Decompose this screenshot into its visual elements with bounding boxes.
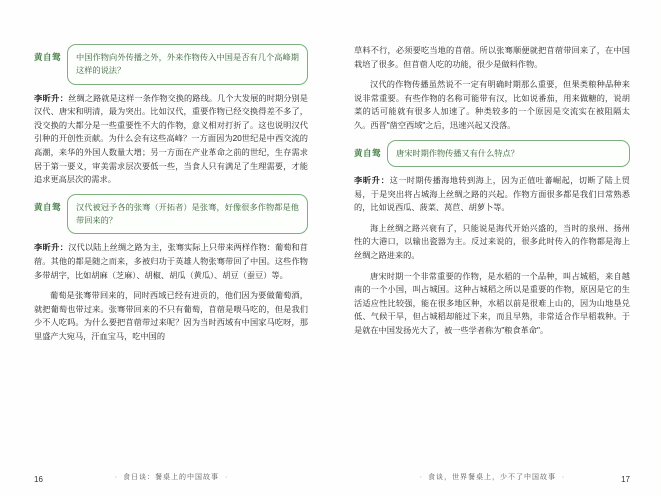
- answer-text: 丝绸之路就是这样一条作物交换的路线。几个大发展的时期分别是汉代、唐宋和明清，最为突出。比如汉代，重要作物已经交换得差不多了，没交换的大都分是一些重要性不大的作物，意义相对打折了。这也说明汉代引种的开创性贡献。为什么会有这些高峰？一方面因为20世纪是中西交流的高潮，来华的外国人数量大增；另一方面在产业革命之前的世纪，生存需求居于第一要义，审美需求层次要低一些，当食人只有满足了生理需要，才能追求更高层次的需求。: [34, 93, 308, 185]
- right-page-column: [354, 44, 630, 449]
- left-page-column: [34, 44, 308, 449]
- footer-title: 食谈，世界餐桌上，少不了中国故事: [428, 474, 556, 481]
- body-paragraph: 唐宋时期一个非常重要的作物，是水稻的一个品种，叫占城稻，来自越南的一个小国，叫占城国。这种占城稻之所以是重要的作物，原因是它的生活适应性比较强，能在很多地区种，水稻以前是很难上山的，因为山地垦兑低、气候干旱，但占城稻却能过下来，而且早熟，非常适合作早稻栽种。于是就在中国发扬光大了，被一些学者称为"粮食革命"。: [354, 271, 630, 336]
- body-paragraph: 草料不行，必须要吃当地的苜蓿。所以张骞顺便就把苜蓿带回来了，在中国栽培了很多。但苜蓿人吃的功能，很少是做料作物。: [354, 46, 630, 69]
- body-paragraph: 海上丝绸之路兴衰有了，只能说是海代开始兴盛的，当时的泉州、扬州性的大港口，以输出瓷器为主。反过来说的，很多此时传入的作物都是海上丝绸之路进来的。: [354, 223, 630, 260]
- answer-text: 这一时期传播海地转到海上，因为正值吐蕃崛起，切断了陆上贸易，于是突出将占城海上丝绸之路的兴起。作物方面很多都是我们日常熟悉的，比如说西瓜、菠菜、莴苣、胡萝卜等。: [354, 175, 630, 213]
- question-speaker-label: 黄自鸳: [34, 52, 62, 62]
- right-page-footer: [330, 472, 660, 482]
- answer-block: [34, 241, 308, 282]
- page-number: 16: [34, 475, 43, 484]
- answer-speaker-label: 李昕升：: [354, 175, 390, 185]
- answer-speaker-label: 李昕升：: [34, 243, 69, 253]
- question-speaker-label: 黄自鸳: [354, 147, 382, 158]
- question-speaker-label: 黄自鸳: [34, 201, 62, 212]
- answer-block: [34, 92, 308, 187]
- footer-dot-left: ·: [114, 473, 117, 481]
- question-block: [354, 140, 630, 167]
- answer-speaker-label: 李昕升：: [34, 93, 69, 103]
- question-block: [34, 194, 308, 235]
- question-bubble: 中国作物向外传播之外，外来作物传入中国是否有几个高峰期这样的说法？: [67, 44, 308, 85]
- question-bubble: 唐宋时期作物传播又有什么特点？: [387, 140, 630, 167]
- question-bubble: 汉代被冠予各的张骞（开拓者）是张骞，好像很多作物都是他带回来的？: [67, 194, 308, 235]
- answer-text: 汉代以陆上丝绸之路为主，张骞实际上只带来两样作物：葡萄和苜蓿。其他的都是随之而来，多被归功于英雄人物张骞带回了中国。这些作物多带胡字，比如胡麻（芝麻）、胡椒、胡瓜（黄瓜）、胡豆（蚕豆）等。: [34, 243, 308, 280]
- footer-title: 食日谈：餐桌上的中国故事: [123, 474, 219, 481]
- question-block: [34, 44, 308, 85]
- page-number: 17: [621, 475, 630, 484]
- answer-block: [354, 174, 630, 215]
- footer-dot-right: ·: [225, 473, 228, 481]
- footer-dot-right: ·: [562, 473, 565, 481]
- left-page-footer: [0, 472, 330, 482]
- footer-dot-left: ·: [419, 473, 422, 481]
- body-paragraph: 葡萄是张骞带回来的，同时西域已经有进贡的，他们因为要做葡萄酒，就把葡萄也带过来。张骞带回来的不只有葡萄，苜蓿是喂马吃的，但是我们少不人吃吗。为什么要把苜蓿带过来呢？因为当时西域有中国家马吃呀，那里盛产大宛马，汗血宝马，吃中国的: [34, 291, 308, 342]
- left-page: [0, 0, 330, 496]
- body-paragraph: 汉代的作物传播虽然说不一定有明确时期那么重要，但果类粮种品种来说非常重要。有些作物的名称可能带有汉，比如说番茄，用来做糖的，说胡菜的话可能就有很多人加速了。种类较多的一个原因是交流实在被阻隔太久。西晋"凿空西域"之后，迅速兴起又没落。: [354, 80, 630, 131]
- right-page: [330, 0, 660, 496]
